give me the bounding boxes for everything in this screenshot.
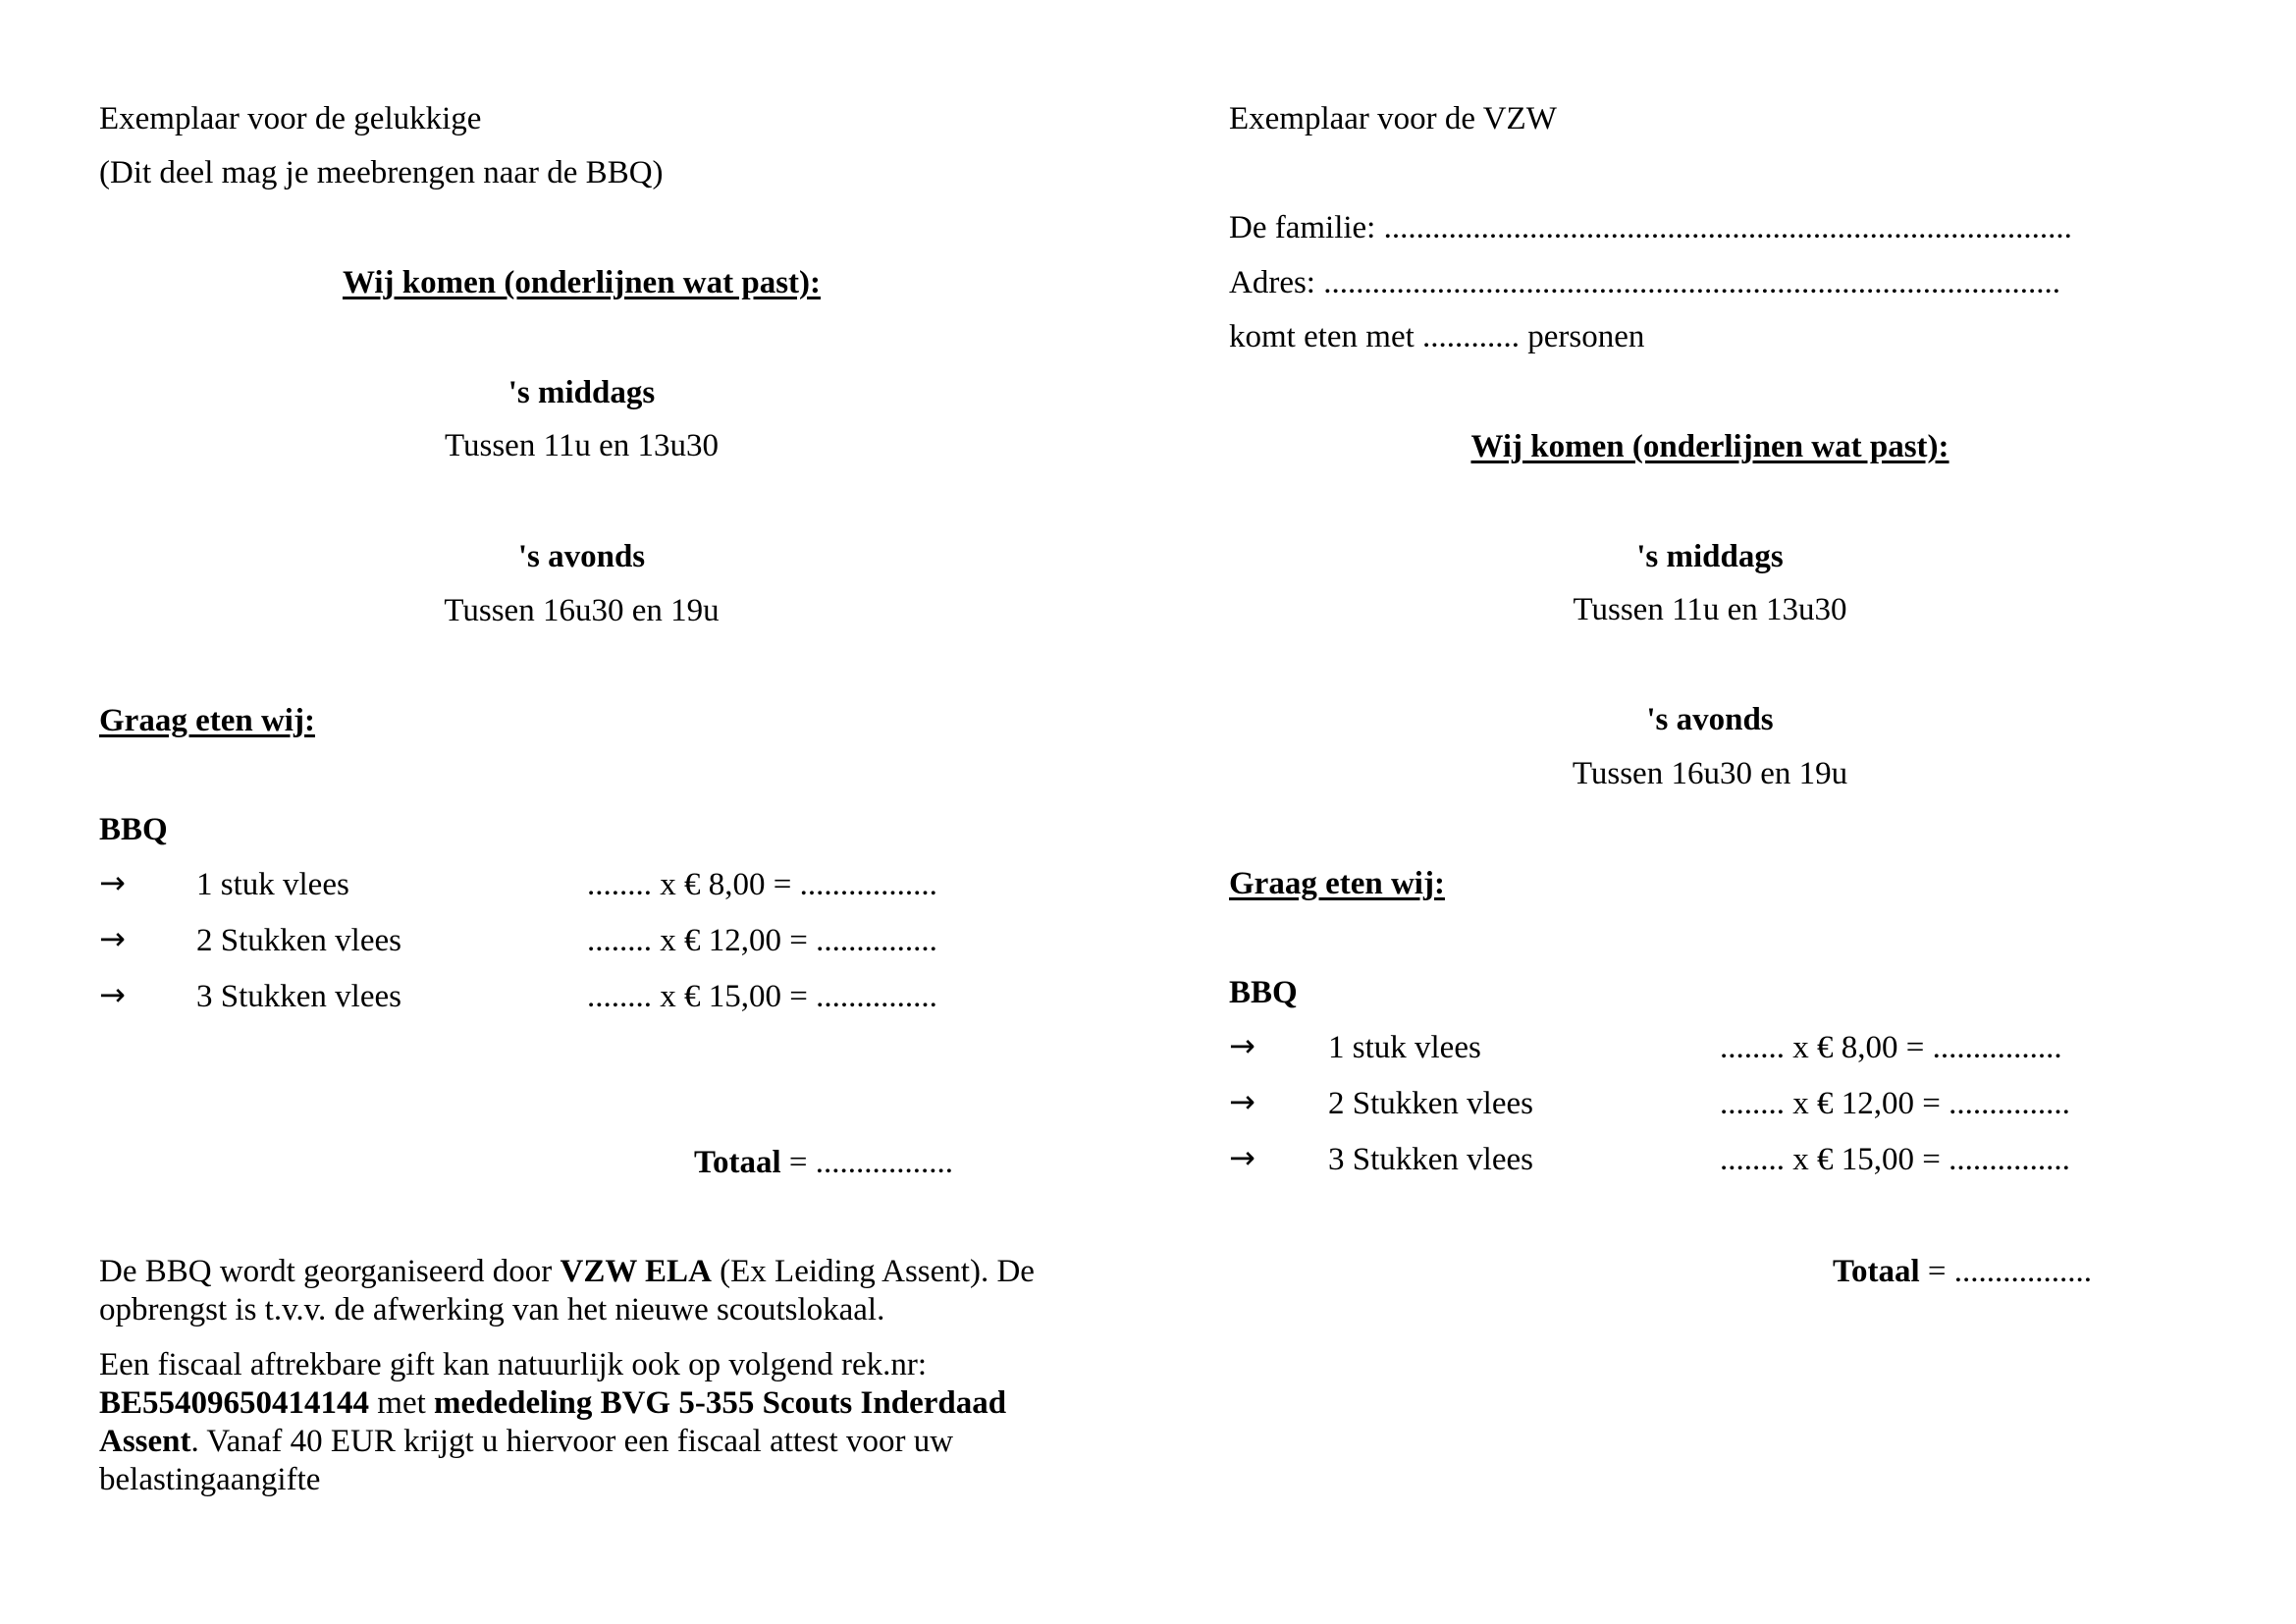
arrow-icon: → bbox=[1229, 1083, 1255, 1120]
info2-text-e: . Vanaf 40 EUR krijgt u hiervoor een fiscaal attest voor uw belastingaangifte bbox=[99, 1424, 954, 1497]
left-info-paragraph-2 bbox=[99, 1346, 1091, 1499]
right-item-calc: ........ x € 8,00 = ................ bbox=[1720, 1030, 2062, 1065]
info1-text-c: (Ex Leiding Assent). De opbrengst is t.v.v. de afwerking van het nieuwe scoutslokaal. bbox=[99, 1254, 1035, 1327]
right-item-calc: ........ x € 12,00 = ............... bbox=[1720, 1086, 2070, 1121]
info1-org-name: VZW ELA bbox=[560, 1254, 712, 1289]
arrow-icon: → bbox=[99, 976, 126, 1013]
right-family-line: De familie: ..................................................................................... bbox=[1229, 210, 2072, 245]
right-item-label: 1 stuk vlees bbox=[1328, 1030, 1481, 1065]
right-item-label: 2 Stukken vlees bbox=[1328, 1086, 1533, 1121]
left-info-paragraph-1 bbox=[99, 1253, 1091, 1329]
right-total-label: Totaal bbox=[1833, 1254, 1920, 1289]
right-midday-time: Tussen 11u en 13u30 bbox=[1573, 592, 1847, 627]
right-midday-label: 's middags bbox=[1636, 539, 1784, 574]
arrow-icon: → bbox=[1229, 1139, 1255, 1176]
right-persons-line: komt eten met ............ personen bbox=[1229, 319, 1645, 354]
right-total-value: = ................. bbox=[1919, 1254, 2093, 1289]
left-title: Exemplaar voor de gelukkige bbox=[99, 101, 482, 136]
right-address-line: Adres: ........................................................................................... bbox=[1229, 265, 2060, 300]
left-evening-time: Tussen 16u30 en 19u bbox=[444, 593, 720, 628]
info2-text-c: met bbox=[369, 1385, 435, 1421]
left-item-calc: ........ x € 8,00 = ................. bbox=[587, 867, 937, 902]
right-total bbox=[1833, 1256, 2092, 1288]
right-evening-time: Tussen 16u30 en 19u bbox=[1572, 756, 1848, 791]
right-heading: Wij komen (onderlijnen wat past): bbox=[1470, 429, 1949, 464]
info1-text-a: De BBQ wordt georganiseerd door bbox=[99, 1254, 561, 1289]
left-item-calc: ........ x € 15,00 = ............... bbox=[587, 979, 937, 1014]
left-subtitle: (Dit deel mag je meebrengen naar de BBQ) bbox=[99, 155, 664, 190]
right-item-label: 3 Stukken vlees bbox=[1328, 1142, 1533, 1177]
right-evening-label: 's avonds bbox=[1646, 702, 1774, 737]
left-item-calc: ........ x € 12,00 = ............... bbox=[587, 923, 937, 958]
right-food-heading: Graag eten wij: bbox=[1229, 866, 1445, 901]
left-midday-time: Tussen 11u en 13u30 bbox=[444, 428, 719, 463]
arrow-icon: → bbox=[99, 864, 126, 901]
left-item-label: 1 stuk vlees bbox=[196, 867, 349, 902]
left-evening-label: 's avonds bbox=[517, 539, 646, 574]
left-food-heading: Graag eten wij: bbox=[99, 703, 315, 738]
left-total-label: Totaal bbox=[694, 1145, 781, 1180]
arrow-icon: → bbox=[1229, 1027, 1255, 1064]
left-item-label: 3 Stukken vlees bbox=[196, 979, 401, 1014]
arrow-icon: → bbox=[99, 920, 126, 957]
right-title: Exemplaar voor de VZW bbox=[1229, 101, 1557, 136]
left-total-value: = ................. bbox=[780, 1145, 954, 1180]
left-total bbox=[694, 1147, 953, 1179]
left-midday-label: 's middags bbox=[507, 375, 656, 410]
info2-account-number: BE55409650414144 bbox=[99, 1385, 370, 1421]
info2-reference: mededeling BVG 5-355 Scouts Inderdaad Assent bbox=[99, 1385, 1007, 1459]
right-item-calc: ........ x € 15,00 = ............... bbox=[1720, 1142, 2070, 1177]
left-bbq-label: BBQ bbox=[99, 812, 168, 847]
info2-text-a: Een fiscaal aftrekbare gift kan natuurlijk ook op volgend rek.nr: bbox=[99, 1347, 928, 1382]
right-bbq-label: BBQ bbox=[1229, 975, 1298, 1010]
left-item-label: 2 Stukken vlees bbox=[196, 923, 401, 958]
left-heading: Wij komen (onderlijnen wat past): bbox=[342, 265, 822, 300]
